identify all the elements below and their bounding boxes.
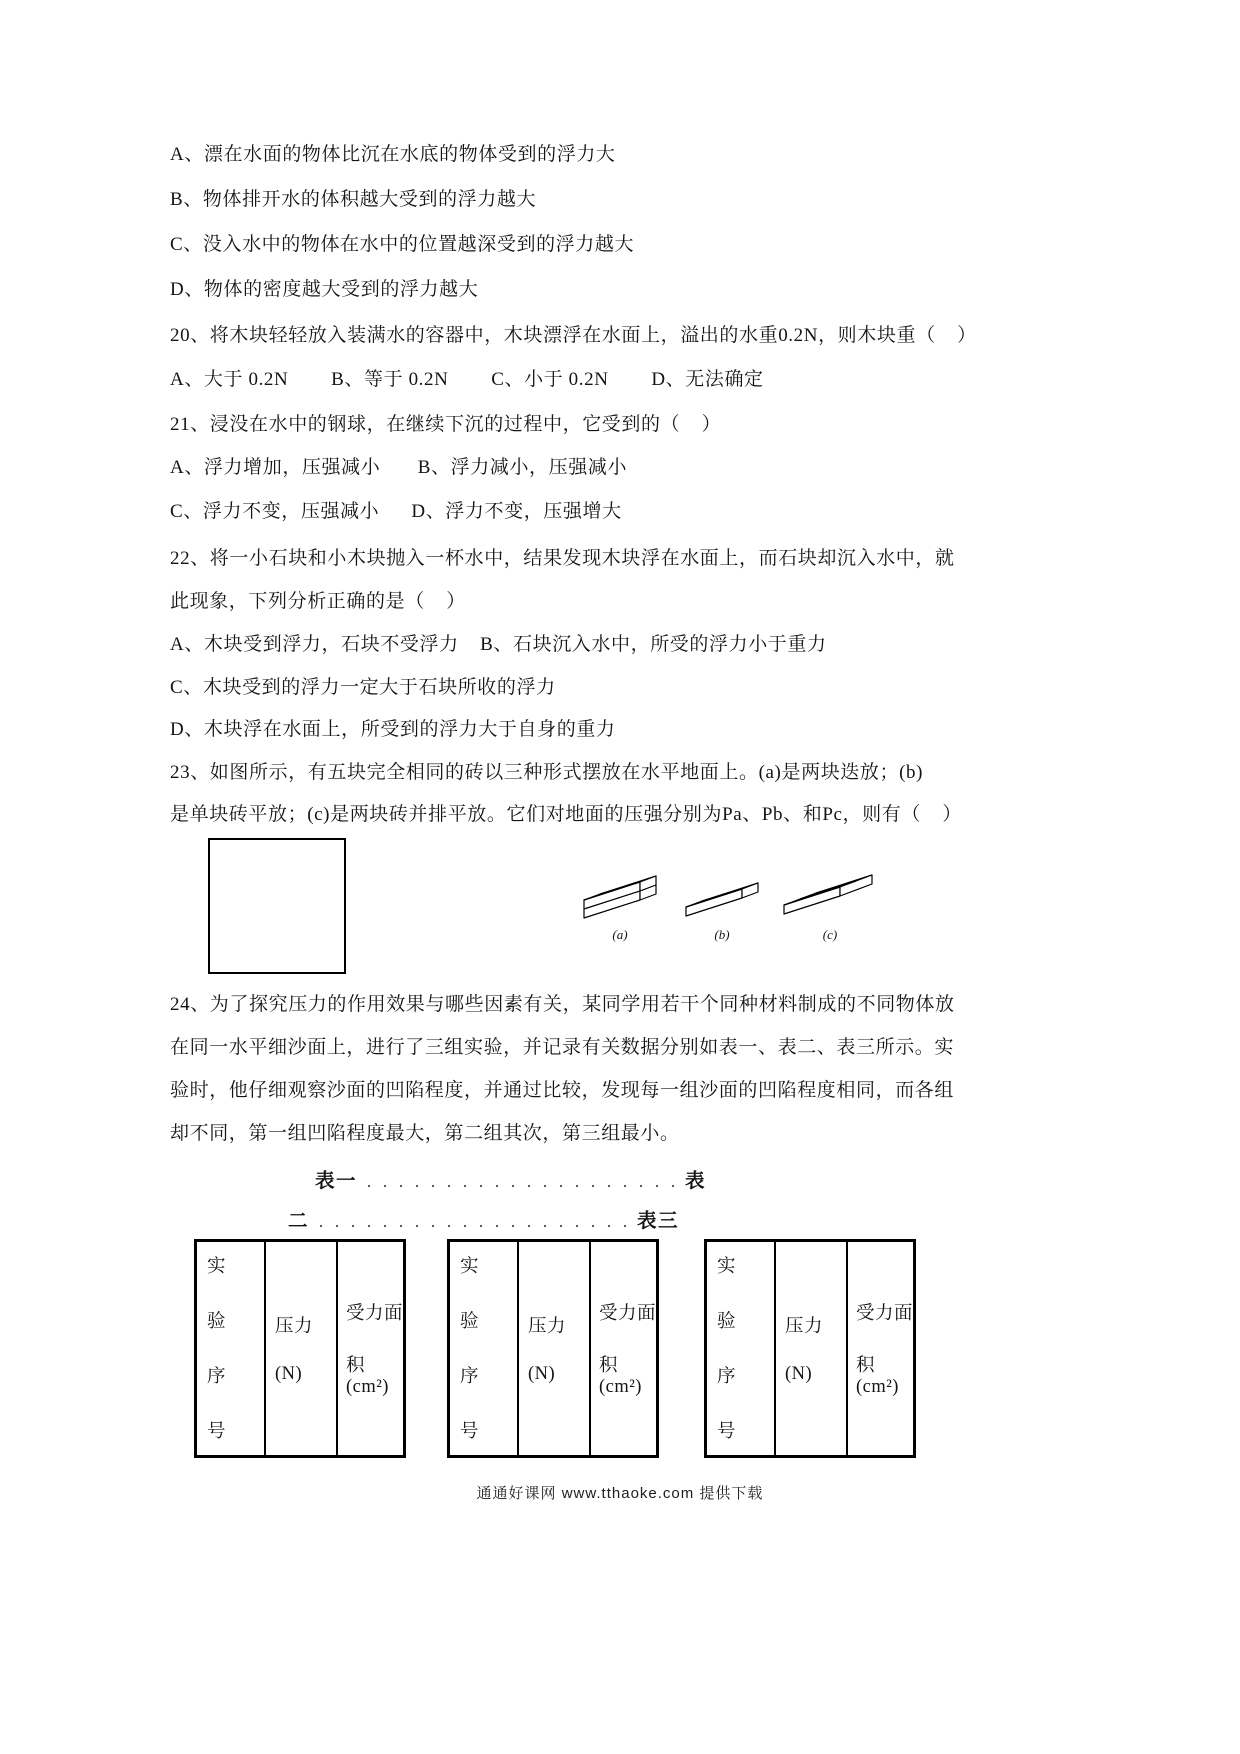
header-text: (N): [785, 1364, 813, 1384]
table-three-col-experiment-no: [707, 1242, 776, 1455]
q21-options-cd: C、浮力不变，压强减小 D、浮力不变，压强增大: [170, 501, 622, 522]
figure-label-a: (a): [612, 927, 628, 942]
data-table-three: [704, 1239, 916, 1458]
q22-options-ab: A、木块受到浮力，石块不受浮力 B、石块沉入水中，所受的浮力小于重力: [170, 634, 827, 655]
q20-options: A、大于 0.2N B、等于 0.2N C、小于 0.2N D、无法确定: [170, 369, 764, 390]
q23-stem-line2: 是单块砖平放；(c)是两块砖并排平放。它们对地面的压强分别为Pa、Pb、和Pc，则有（ ）: [170, 804, 962, 825]
header-text: 压力: [785, 1317, 824, 1337]
q20-stem: 20、将木块轻轻放入装满水的容器中，木块漂浮在水面上，溢出的水重0.2N，则木块重（ ）: [170, 325, 977, 346]
header-char: 验: [717, 1312, 737, 1332]
download-source-footer: 通通好课网 www.tthaoke.com 提供下载: [476, 1485, 764, 1502]
side-by-side-bricks-figure: [782, 866, 878, 943]
header-char: 实: [717, 1257, 737, 1277]
header-char: 号: [717, 1422, 737, 1442]
q24-stem-line4: 却不同，第一组凹陷程度最大，第二组其次，第三组最小。: [170, 1123, 680, 1144]
side-by-side-bricks-drawing: [782, 866, 878, 924]
header-char: 实: [460, 1257, 480, 1277]
table-one-col-experiment-no: [197, 1242, 266, 1455]
stacked-bricks-figure: [578, 866, 662, 943]
table-two-col-experiment-no: [450, 1242, 519, 1455]
caption-table-three: 表三: [637, 1211, 680, 1232]
header-text: 积 (cm²): [599, 1356, 642, 1397]
q22-stem-line1: 22、将一小石块和小木块抛入一杯水中，结果发现木块浮在水面上，而石块却沉入水中，就: [170, 548, 955, 569]
header-text: (N): [275, 1364, 303, 1384]
table-one-col-pressure: [266, 1242, 338, 1455]
q23-brick-figures: [578, 866, 878, 943]
q19-option-c: C、没入水中的物体在水中的位置越深受到的浮力越大: [170, 234, 635, 255]
header-char: 序: [207, 1367, 227, 1387]
caption-table-two-part2: 二: [288, 1211, 310, 1232]
single-brick-figure: [680, 866, 764, 943]
q24-stem-line1: 24、为了探究压力的作用效果与哪些因素有关，某同学用若干个同种材料制成的不同物体放: [170, 994, 955, 1015]
data-table-one: [194, 1239, 406, 1458]
q21-stem: 21、浸没在水中的钢球，在继续下沉的过程中，它受到的（ ）: [170, 414, 722, 435]
table-two-col-area: [591, 1242, 656, 1455]
header-text: 受力面: [599, 1304, 657, 1324]
header-text: 积 (cm²): [856, 1356, 899, 1397]
header-text: 受力面: [856, 1304, 914, 1324]
q22-option-d: D、木块浮在水面上，所受到的浮力大于自身的重力: [170, 719, 616, 740]
data-table-two: [447, 1239, 659, 1458]
q23-stem-line1: 23、如图所示，有五块完全相同的砖以三种形式摆放在水平地面上。(a)是两块迭放；(b): [170, 762, 924, 783]
figure-label-b: (b): [714, 927, 730, 942]
q19-option-b: B、物体排开水的体积越大受到的浮力越大: [170, 189, 537, 210]
table-three-col-pressure: [776, 1242, 848, 1455]
table-caption-line1: [315, 1168, 706, 1196]
figure-label-c: (c): [822, 927, 838, 942]
header-char: 序: [717, 1367, 737, 1387]
caption-table-one: 表一: [315, 1171, 358, 1192]
q24-stem-line2: 在同一水平细沙面上，进行了三组实验，并记录有关数据分别如表一、表二、表三所示。实: [170, 1037, 955, 1058]
header-char: 实: [207, 1257, 227, 1277]
header-text: 积(cm²): [346, 1356, 389, 1397]
q24-stem-line3: 验时，他仔细观察沙面的凹陷程度，并通过比较，发现每一组沙面的凹陷程度相同，而各组: [170, 1080, 955, 1101]
header-char: 号: [207, 1422, 227, 1442]
caption-table-two-part1: 表: [685, 1171, 707, 1192]
table-three-col-area: [848, 1242, 913, 1455]
header-text: 压力: [275, 1317, 314, 1337]
stacked-bricks-drawing: [578, 866, 662, 924]
q19-option-a: A、漂在水面的物体比沉在水底的物体受到的浮力大: [170, 144, 616, 165]
header-text: 压力: [528, 1317, 567, 1337]
table-one-col-area: [338, 1242, 403, 1455]
single-brick-drawing: [680, 866, 764, 924]
q22-stem-line2: 此现象，下列分析正确的是（ ）: [170, 591, 466, 612]
dot-leader: . . . . . . . . . . . . . . . . . . . .: [319, 1214, 628, 1231]
header-char: 验: [460, 1312, 480, 1332]
table-two-col-pressure: [519, 1242, 591, 1455]
header-char: 验: [207, 1312, 227, 1332]
q19-option-d: D、物体的密度越大受到的浮力越大: [170, 279, 479, 300]
header-char: 号: [460, 1422, 480, 1442]
header-char: 序: [460, 1367, 480, 1387]
q21-options-ab: A、浮力增加，压强减小 B、浮力减小，压强减小: [170, 457, 628, 478]
q23-empty-answer-box: [208, 838, 346, 974]
header-text: 受力面: [346, 1304, 404, 1324]
q22-option-c: C、木块受到的浮力一定大于石块所收的浮力: [170, 677, 556, 698]
table-caption-line2: [288, 1208, 679, 1236]
header-text: (N): [528, 1364, 556, 1384]
dot-leader: . . . . . . . . . . . . . . . . . . . .: [367, 1174, 676, 1191]
